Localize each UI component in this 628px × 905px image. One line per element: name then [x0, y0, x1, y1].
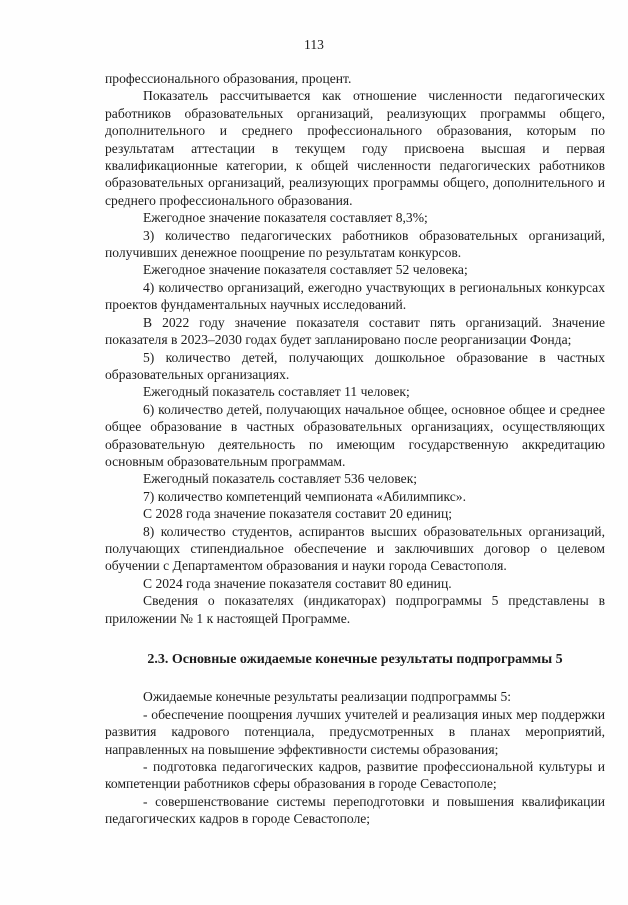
- paragraph: С 2028 года значение показателя составит 20 единиц;: [143, 506, 453, 522]
- paragraph: 8) количество студентов, аспирантов высших образовательных организаций, получающих стипендиальное обеспечение и заключивших договор о целевом обучении с Департаментом образования и науки города Севастополя.: [105, 523, 605, 574]
- paragraph: профессионального образования, процент.: [105, 71, 352, 86]
- result-item: - обеспечение поощрения лучших учителей и реализация иных мер поддержки развития кадрового потенциала, предусмотренных в планах мероприятий, направленных на повышение эффективности системы образования;: [105, 706, 605, 757]
- paragraph: 5) количество детей, получающих дошкольное образование в частных образовательных организациях.: [105, 349, 605, 382]
- paragraph: В 2022 году значение показателя составит пять организаций. Значение показателя в 2023–2030 годах будет запланировано после реорганизации Фонда;: [105, 314, 605, 348]
- paragraph: Ежегодное значение показателя составляет 52 человека;: [143, 262, 468, 278]
- paragraph: 4) количество организаций, ежегодно участвующих в региональных конкурсах проектов фундаментальных научных исследований.: [105, 279, 605, 313]
- paragraph: Сведения о показателях (индикаторах) подпрограммы 5 представлены в приложении № 1 к настоящей Программе.: [105, 593, 605, 626]
- paragraph: С 2024 года значение показателя составит 80 единиц.: [143, 575, 452, 591]
- paragraph: Ежегодный показатель составляет 11 человек;: [143, 384, 410, 400]
- document-body: [105, 70, 605, 828]
- paragraph: Ежегодное значение показателя составляет 8,3%;: [143, 210, 428, 226]
- paragraph: 3) количество педагогических работников образовательных организаций, получивших денежное поощрение по результатам конкурсов.: [105, 227, 605, 261]
- paragraph: 6) количество детей, получающих начальное общее, основное общее и среднее общее образование в частных образовательных организациях, осуществляющих образовательную деятельность по имеющим государственную аккредитацию основным образовательным программам.: [105, 401, 605, 469]
- paragraph: 7) количество компетенций чемпионата «Абилимпикс».: [143, 488, 466, 504]
- section-heading: 2.3. Основные ожидаемые конечные результаты подпрограммы 5: [147, 652, 563, 667]
- result-item: - подготовка педагогических кадров, развитие профессиональной культуры и компетенции работников сферы образования в городе Севастополе;: [105, 759, 605, 792]
- paragraph: Показатель рассчитывается как отношение численности педагогических работников образовательных организаций, реализующих программы общего, дополнительного и среднего профессионального образования, которым по результатам аттестации в текущем году присвоена высшая и первая квалификационные категории, к общей численности педагогических работников образовательных организаций, реализующих программы общего, дополнительного и среднего профессионального образования.: [105, 88, 605, 208]
- page-number: 113: [304, 37, 324, 52]
- result-item: - совершенствование системы переподготовки и повышения квалификации педагогических кадров в городе Севастополе;: [105, 793, 605, 827]
- paragraph: Ежегодный показатель составляет 536 человек;: [143, 471, 418, 487]
- result-item: Ожидаемые конечные результаты реализации подпрограммы 5:: [143, 689, 512, 705]
